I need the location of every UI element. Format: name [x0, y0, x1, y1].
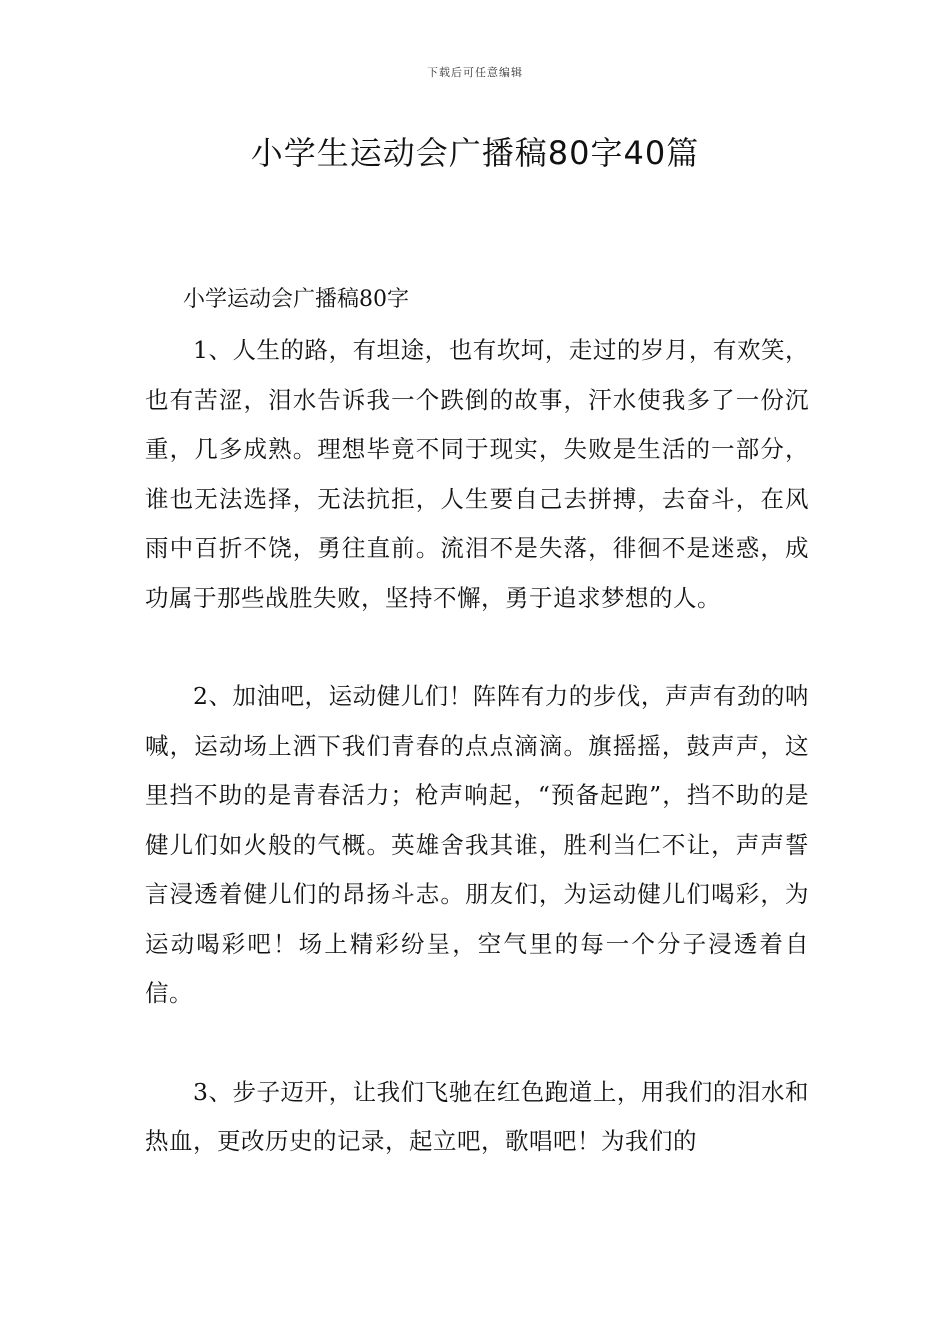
paragraph-2: 2、加油吧，运动健儿们！阵阵有力的步伐，声声有劲的呐喊，运动场上洒下我们青春的点点滴滴。旗摇摇，鼓声声，这里挡不助的是青春活力；枪声响起，“预备起跑”，挡不助的是健儿们如火般的气概。英雄舍我其谁，胜利当仁不让，声声誓言浸透着健儿们的昂扬斗志。朋友们，为运动健儿们喝彩，为运动喝彩吧！场上精彩纷呈，空气里的每一个分子浸透着自信。 — [145, 682, 809, 1007]
paragraph-3: 3、步子迈开，让我们飞驰在红色跑道上，用我们的泪水和热血，更改历史的记录，起立吧，歌唱吧！为我们的 — [145, 1077, 809, 1155]
document-body — [145, 276, 809, 1167]
document-title: 小学生运动会广播稿80字40篇 — [250, 134, 700, 172]
section-heading-wrap — [145, 276, 809, 324]
section-heading: 小学运动会广播稿80字 — [183, 287, 409, 312]
page-header-note: 下载后可任意编辑 — [427, 66, 523, 79]
paragraph-1: 1、人生的路，有坦途，也有坎坷，走过的岁月，有欢笑，也有苦涩，泪水告诉我一个跌倒的故事，汗水使我多了一份沉重，几多成熟。理想毕竟不同于现实，失败是生活的一部分，谁也无法选择，无法抗拒，人生要自己去拼搏，去奋斗，在风雨中百折不饶，勇往直前。流泪不是失落，徘徊不是迷惑，成功属于那些战胜失败，坚持不懈，勇于追求梦想的人。 — [145, 336, 809, 612]
